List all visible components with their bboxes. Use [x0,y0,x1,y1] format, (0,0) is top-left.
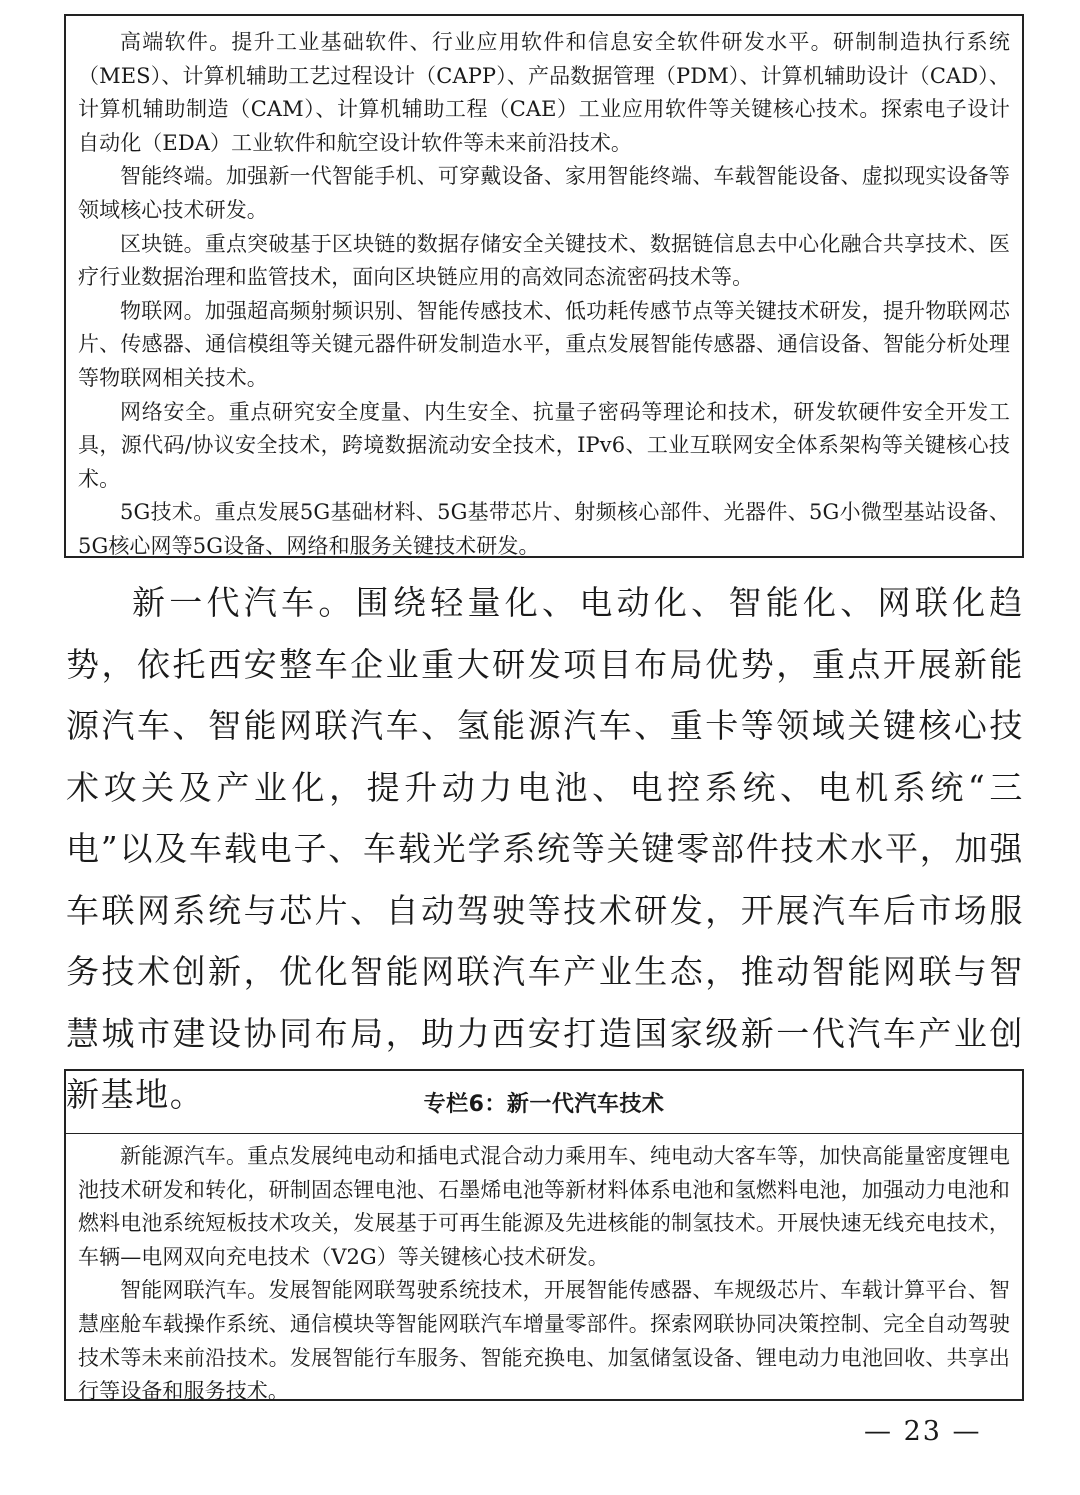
paragraph-network-security: 网络安全。重点研究安全度量、内生安全、抗量子密码等理论和技术，研发软硬件安全开发工具，源代码/协议安全技术，跨境数据流动安全技术，IPv6、工业互联网安全体系架构等关键核心技术。 [78,399,1010,491]
paragraph-intelligent-connected-vehicle: 智能网联汽车。发展智能网联驾驶系统技术，开展智能传感器、车规级芯片、车载计算平台、智慧座舱车载操作系统、通信模块等智能网联汽车增量零部件。探索网联协同决策控制、完全自动驾驶技术等未来前沿技术。发展智能行车服务、智能充换电、加氢储氢设备、锂电动力电池回收、共享出行等设备和服务技术。 [78,1278,1010,1404]
paragraph-5g: 5G技术。重点发展5G基础材料、5G基带芯片、射频核心部件、光器件、5G小微型基站设备、5G核心网等5G设备、网络和服务关键技术研发。 [78,500,1010,558]
top-column-box [64,14,1024,558]
paragraph-blockchain: 区块链。重点突破基于区块链的数据存储安全关键技术、数据链信息去中心化融合共享技术、医疗行业数据治理和监管技术，面向区块链应用的高效同态流密码技术等。 [78,231,1010,290]
column-6-title: 专栏6：新一代汽车技术 [66,1071,1022,1134]
paragraph-new-energy-vehicle: 新能源汽车。重点发展纯电动和插电式混合动力乘用车、纯电动大客车等，加快高能量密度锂电池技术研发和转化，研制固态锂电池、石墨烯电池等新材料体系电池和氢燃料电池，加强动力电池和燃料电池系统短板技术攻关，发展基于可再生能源及先进核能的制氢技术。开展快速无线充电技术，车辆—电网双向充电技术（V2G）等关键核心技术研发。 [78,1144,1010,1269]
page-number: — 23 — [864,1416,982,1447]
paragraph-high-end-software: 高端软件。提升工业基础软件、行业应用软件和信息安全软件研发水平。研制制造执行系统（MES）、计算机辅助工艺过程设计（CAPP）、产品数据管理（PDM）、计算机辅助设计（CAD）、计算机辅助制造（CAM）、计算机辅助工程（CAE）工业应用软件等关键核心技术。探索电子设计自动化（EDA）工业软件和航空设计软件等未来前沿技术。 [78,30,1010,155]
column-6-box [64,1069,1024,1404]
paragraph-iot: 物联网。加强超高频射频识别、智能传感技术、低功耗传感节点等关键技术研发，提升物联网芯片、传感器、通信模组等关键元器件研发制造水平，重点发展智能传感器、通信设备、智能分析处理等物联网相关技术。 [78,298,1010,390]
paragraph-smart-terminal: 智能终端。加强新一代智能手机、可穿戴设备、家用智能终端、车载智能设备、虚拟现实设备等领域核心技术研发。 [78,164,1010,222]
main-paragraph-new-generation-auto: 新一代汽车。围绕轻量化、电动化、智能化、网联化趋势，依托西安整车企业重大研发项目布局优势，重点开展新能源汽车、智能网联汽车、氢能源汽车、重卡等领域关键核心技术攻关及产业化，提升动力电池、电控系统、电机系统“三电”以及车载电子、车载光学系统等关键零部件技术水平，加强车联网系统与芯片、自动驾驶等技术研发，开展汽车后市场服务技术创新，优化智能网联汽车产业生态，推动智能网联与智慧城市建设协同布局，助力西安打造国家级新一代汽车产业创新基地。 [66,583,1024,1114]
column-6-content [66,1134,1022,1413]
